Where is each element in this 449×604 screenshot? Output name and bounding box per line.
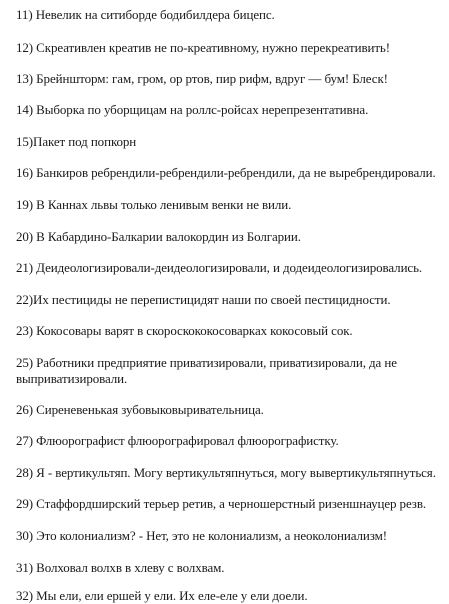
tongue-twister-30: 30) Это колониализм? - Нет, это не колониализм, а неоколониализм! <box>16 528 387 543</box>
tongue-twister-16: 16) Банкиров ребрендили-ребрендили-ребрендили, да не выребрендировали. <box>16 165 436 180</box>
tongue-twister-27: 27) Флюорографист флюорографировал флюорографистку. <box>16 433 339 448</box>
tongue-twister-25: 25) Работники предприятие приватизировали, приватизировали, да не выприватизировали. <box>16 355 397 386</box>
tongue-twister-15: 15)Пакет под попкорн <box>16 134 137 149</box>
tongue-twister-11: 11) Невелик на ситиборде бодибилдера бицепс. <box>16 7 275 22</box>
tongue-twister-19: 19) В Каннах львы только ленивым венки не вили. <box>16 197 292 212</box>
tongue-twister-14: 14) Выборка по уборщицам на роллс-ройсах нерепрезентативна. <box>16 102 369 117</box>
tongue-twister-32: 32) Мы ели, ели ершей у ели. Их еле-еле у ели доели. <box>16 588 308 603</box>
tongue-twister-23: 23) Кокосовары варят в скороскококосоварках кокосовый сок. <box>16 323 353 338</box>
tongue-twister-31: 31) Волховал волхв в хлеву с волхвам. <box>16 560 225 575</box>
tongue-twister-21: 21) Деидеологизировали-деидеологизировали, и додеидеологизировались. <box>16 260 423 275</box>
tongue-twister-20: 20) В Кабардино-Балкарии валокордин из Болгарии. <box>16 229 301 244</box>
tongue-twister-28: 28) Я - вертикультяп. Могу вертикультяпнуться, могу вывертикультяпнуться. <box>16 465 436 480</box>
tongue-twister-29: 29) Стаффордширский терьер ретив, а черношерстный ризеншнауцер резв. <box>16 496 427 511</box>
tongue-twister-12: 12) Скреативлен креатив не по-креативному, нужно перекреативить! <box>16 40 390 55</box>
tongue-twister-13: 13) Брейншторм: гам, гром, ор ртов, пир рифм, вдруг — бум! Блеск! <box>16 71 388 86</box>
tongue-twister-26: 26) Сиреневенькая зубовыковыривательница. <box>16 402 264 417</box>
tongue-twister-22: 22)Их пестициды не перепистицидят наши по своей пестицидности. <box>16 292 391 307</box>
